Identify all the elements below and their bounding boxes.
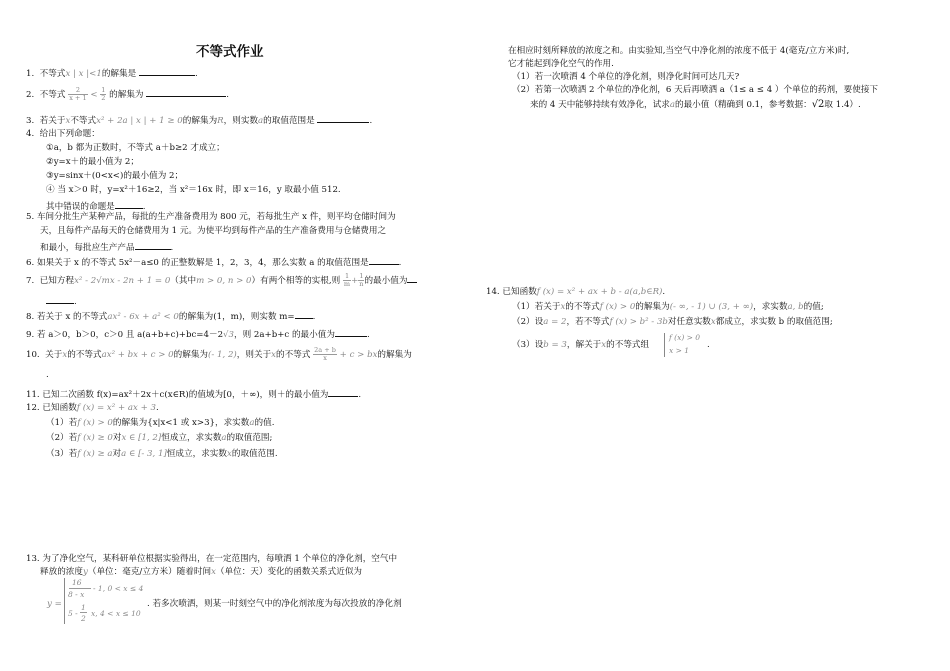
q13-line-2: 释放的浓度y（单位：毫克/立方米）随着时间x（单位：天）变化的函数关系式近似为: [40, 567, 363, 577]
answer-blank[interactable]: [295, 309, 313, 319]
answer-blank[interactable]: [335, 327, 367, 337]
answer-blank[interactable]: [146, 87, 226, 97]
question-10: 10. 关于x的不等式ax² + bx + c > 0的解集为(- 1, 2)，则关于x的不等式 $\frac{2a + b}{x}$ + c > bx的解集为: [26, 346, 412, 362]
q14-part-3: （3）设b = 3，解关于x的不等式组: [512, 340, 650, 350]
q10-tail: .: [46, 370, 49, 380]
q4-item: ③y=sinx＋(0<x<)的最小值为 2；: [46, 171, 184, 181]
question-5: 5. 车间分批生产某种产品，每批的生产准备费用为 800 元，若每批生产 x 件，则平均仓储时间为: [26, 212, 396, 222]
fraction-bar: [80, 612, 87, 613]
q5-line: 和最小，每批应生产产品 .: [40, 240, 173, 254]
question-2: 2. 不等式 $\frac{2}{x + 1}$ < $\frac{1}{2}$ 的解集为 .: [26, 86, 229, 102]
q14-part-2: （2）设a = 2，若不等式f (x) > b² - 3b对任意实数x都成立，求实数 b 的取值范围;: [512, 317, 833, 327]
q13-part-2: （2）若第一次喷洒 2 个单位的净化剂，6 天后再喷洒 a（1≤ a ≤ 4 ）个单位的药剂，要使接下: [512, 85, 879, 95]
question-8: 8. 若关于 x 的不等式ax² - 6x + a² < 0的解集为(1，m)，则实数 m= .: [26, 309, 315, 323]
q12-part-1: （1）若f (x) > 0的解集为{x|x<1 或 x>3}，求实数a的值.: [46, 418, 275, 428]
question-9: 9. 若 a＞0，b＞0，c＞0 且 a(a+b+c)+bc=4－2√3，则 2a+b+c 的最小值为 .: [26, 327, 370, 341]
question-12: 12. 已知函数f (x) = x² + ax + 3.: [26, 403, 159, 413]
question-6: 6. 如果关于 x 的不等式 5x²－a≤0 的正整数解是 1，2，3，4，那么实数 a 的取值范围是 .: [26, 255, 401, 269]
q13-part-2-cont: 来的 4 天中能够持续有效净化，试求a的最小值（精确到 0.1，参考数据：√2取 1.4）.: [530, 99, 861, 110]
question-1: 1. 不等式x | x |<1的解集是 .: [26, 66, 198, 80]
answer-blank[interactable]: [369, 255, 399, 265]
piecewise-cond-1: - 1, 0 < x ≤ 4: [93, 584, 144, 593]
fraction: $\frac{1}{n}$: [359, 272, 364, 288]
system-condition-2: x > 1: [669, 346, 690, 355]
q5-line: 天，且每件产品每天的仓储费用为 1 元。为使平均到每件产品的生产准备费用与仓储费用之: [40, 226, 387, 236]
q14-part-1: （1）若关于x的不等式f (x) > 0的解集为(- ∞, - 1) ∪ (3, + ∞)，求实数a, b的值;: [512, 302, 824, 312]
question-13: 13. 为了净化空气，某科研单位根据实验得出，在一定范围内，每喷洒 1 个单位的净化剂，空气中: [26, 554, 398, 564]
piecewise-half-num: 1: [81, 603, 86, 612]
q12-part-3: （3）若f (x) ≥ a对a ∈ [- 3, 1]恒成立，求实数x的取值范围.: [46, 449, 278, 459]
answer-blank[interactable]: [115, 199, 143, 209]
fraction: $\frac{2a + b}{x}$: [314, 346, 336, 362]
answer-blank[interactable]: [407, 273, 417, 283]
fraction: $\frac{1}{m}$: [343, 272, 351, 288]
fraction: $\frac{2}{x + 1}$: [69, 86, 87, 102]
q13-part-1: （1）若一次喷洒 4 个单位的净化剂，则净化时间可达几天?: [512, 72, 740, 82]
q13-line-3: . 若多次喷洒，则某一时刻空气中的净化剂浓度为每次投放的净化剂: [147, 599, 402, 609]
piecewise-five: 5 -: [68, 609, 78, 618]
question-7: 7. 已知方程x² - 2√mx - 2n + 1 = 0（其中m > 0, n > 0）有两个相等的实根,则 $\frac{1}{m}$ + $\frac{1}{n}$ 的最小值为: [26, 270, 417, 292]
q13-continued-2: 它才能起到净化空气的作用.: [508, 59, 614, 69]
q4-item: ①a，b 都为正数时，不等式 a＋b≥2 才成立；: [46, 143, 225, 153]
question-4: 4. 给出下列命题：: [26, 129, 100, 139]
answer-blank[interactable]: [139, 66, 195, 76]
q4-tail: 其中错误的命题是 .: [46, 199, 146, 213]
answer-blank[interactable]: [317, 113, 369, 123]
q14-part-3-end: .: [707, 340, 710, 350]
q12-part-2: （2）若f (x) ≥ 0对x ∈ [1, 2]恒成立，求实数a的取值范围;: [46, 433, 273, 443]
piecewise-half-den: 2: [81, 614, 86, 623]
piecewise-y: y =: [47, 599, 62, 609]
piecewise-cond-2: x, 4 < x ≤ 10: [91, 609, 141, 618]
q4-item: ④ 当 x＞0 时，y=x²＋16≥2，当 x²＝16x 时，即 x＝16，y 取最小值 512.: [46, 185, 341, 195]
piecewise-den: 8 - x: [68, 590, 85, 599]
fraction-bar: [69, 588, 91, 589]
answer-blank[interactable]: [135, 240, 171, 250]
answer-blank[interactable]: [328, 387, 358, 397]
answer-blank[interactable]: [46, 294, 74, 304]
q7-blank-line: .: [46, 294, 77, 308]
q4-item: ②y=x＋的最小值为 2；: [46, 157, 139, 167]
q13-continued-1: 在相应时刻所释放的浓度之和。由实验知,当空气中净化剂的浓度不低于 4(毫克/立方米)时,: [508, 46, 850, 56]
question-14: 14. 已知函数f (x) = x² + ax + b - a(a,b∈R).: [486, 287, 666, 297]
fraction: $\frac{1}{2}$: [101, 86, 106, 102]
piecewise-brace: [64, 578, 65, 624]
system-brace: [664, 333, 665, 357]
question-3: 3. 若关于x不等式x² + 2a | x | + 1 ≥ 0的解集为R，则实数a的取值范围是 .: [26, 113, 372, 127]
system-condition-1: f (x) > 0: [669, 333, 701, 342]
piecewise-num: 16: [72, 578, 82, 587]
page-title: 不等式作业: [196, 44, 264, 60]
question-11: 11. 已知二次函数 f(x)=ax²＋2x＋c(x∈R)的值域为[0，＋∞)，则＋的最小值为 .: [26, 387, 361, 401]
